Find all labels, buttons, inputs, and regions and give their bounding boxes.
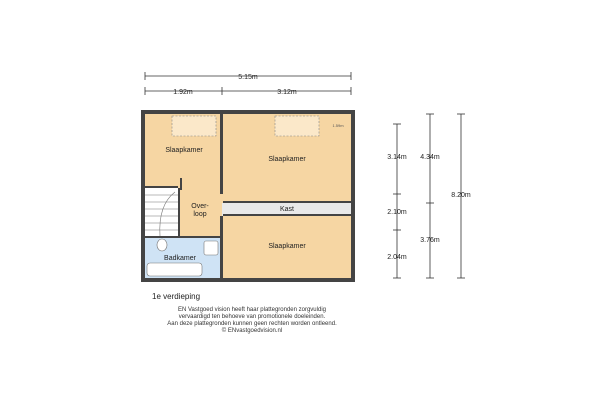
dim-right-5: 3.76m	[420, 237, 440, 244]
disclaimer-line-2: vervaardigd ten behoeve van promotionele doeleinden.	[178, 314, 326, 320]
dim-top-left: 1.92m	[173, 89, 193, 96]
room-label-overloop-2: loop	[193, 211, 207, 218]
disclaimer-line-3: Aan deze plattegronden kunnen geen rechten worden ontleend.	[167, 321, 337, 327]
bathtub-icon	[147, 263, 202, 276]
floor-label: 1e verdieping	[152, 292, 201, 301]
skylight-right	[275, 116, 319, 136]
dim-top-total: 5.15m	[238, 74, 258, 81]
dim-right-3: 2.04m	[387, 254, 407, 261]
skylight-label: 1.59m	[332, 123, 344, 128]
dim-top-right: 3.12m	[277, 89, 297, 96]
dim-right-4: 4.34m	[420, 154, 440, 161]
room-label-kast: Kast	[279, 206, 295, 213]
dim-right-2: 2.10m	[387, 209, 407, 216]
disclaimer-line-1: EN Vastgoed vision heeft haar plattegronden zorgvuldig	[178, 307, 326, 313]
room-label-badkamer: Badkamer	[164, 255, 196, 262]
toilet-icon	[157, 239, 167, 251]
room-label-overloop-1: Over-	[191, 203, 209, 210]
sink-icon	[204, 241, 218, 255]
room-fills	[145, 114, 351, 278]
skylight-left	[172, 116, 216, 136]
dim-right-total: 8.20m	[451, 192, 471, 199]
room-label-slaapkamer-big: Slaapkamer	[268, 156, 306, 163]
room-label-slaapkamer-left: Slaapkamer	[165, 147, 203, 154]
disclaimer-line-4: © ENvastgoedvision.nl	[221, 328, 283, 334]
room-label-slaapkamer-bottom: Slaapkamer	[268, 243, 306, 250]
dim-right-1: 3.14m	[387, 154, 407, 161]
